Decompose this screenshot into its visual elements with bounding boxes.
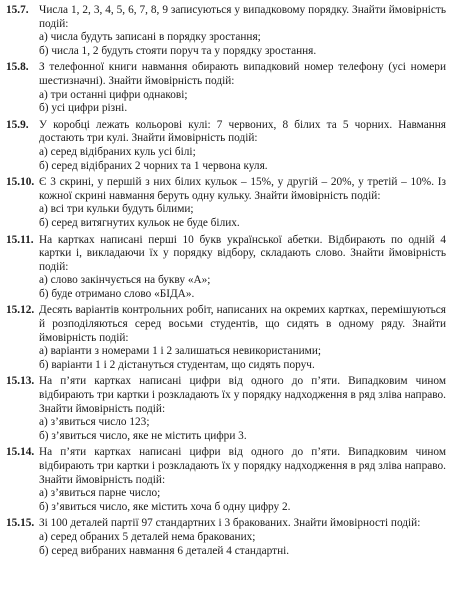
problem-item: б) з’явиться число, яке містить хоча б одну цифру 2. xyxy=(39,500,291,513)
problem-number: 15.9. xyxy=(6,118,29,131)
problem-item: а) слово закінчується на букву «А»; xyxy=(39,274,211,287)
problem-item: а) серед відібраних куль усі білі; xyxy=(39,145,196,158)
problem-statement: Числа 1, 2, 3, 4, 5, 6, 7, 8, 9 записуються у випадковому порядку. Знайти ймовірність подій: xyxy=(39,4,446,30)
problem-body xyxy=(39,517,446,558)
problem-body xyxy=(39,61,446,115)
problem-item: б) серед витягнутих кульок не буде білих. xyxy=(39,216,240,229)
problem-item: а) з’явиться число 123; xyxy=(39,416,150,429)
problem-body xyxy=(39,4,446,58)
problem-15-15 xyxy=(6,517,446,558)
problem-body xyxy=(39,176,446,230)
problem-number: 15.15. xyxy=(6,517,35,530)
problem-15-11 xyxy=(6,234,446,302)
problem-statement: На картках написані перші 10 букв української абетки. Відбирають по одній 4 картки і, викладаючи їх у порядку відбору, складають слово. Знайти ймовірність подій: xyxy=(39,233,446,273)
problem-item: б) буде отримано слово «БІДА». xyxy=(39,287,195,300)
problem-15-13 xyxy=(6,375,446,443)
problem-item: а) варіанти з номерами 1 і 2 залишаться невикористаними; xyxy=(39,345,321,358)
problem-item: б) числа 1, 2 будуть стояти поруч та у порядку зростання. xyxy=(39,44,317,57)
problem-statement: Є 3 скрині, у першій з них білих кульок – 15%, у другій – 20%, у третій – 10%. Із кожної скрині навмання беруть одну кульку. Знайти ймовірність подій: xyxy=(39,176,446,202)
problem-number: 15.10. xyxy=(6,176,35,189)
problem-body xyxy=(39,119,446,173)
problem-item: а) серед обраних 5 деталей нема бракованих; xyxy=(39,530,256,543)
problem-number: 15.14. xyxy=(6,446,35,459)
problem-statement: На п’яти картках написані цифри від одного до п’яти. Випадковим чином відбирають три картки і розкладають їх у порядку надходження в ряд зліва направо. Знайти ймовірність подій: xyxy=(39,446,446,486)
problem-body xyxy=(39,375,446,443)
problem-number: 15.7. xyxy=(6,4,29,16)
problem-number: 15.8. xyxy=(6,61,29,74)
problem-15-14 xyxy=(6,446,446,514)
problem-body xyxy=(39,234,446,302)
problem-list xyxy=(6,4,446,561)
problem-item: а) числа будуть записані в порядку зростання; xyxy=(39,31,261,44)
problem-statement: У коробці лежать кольорові кулі: 7 червоних, 8 білих та 5 чорних. Навмання достають три кулі. Знайти ймовірність подій: xyxy=(39,118,446,145)
problem-body xyxy=(39,304,446,372)
problem-number: 15.11. xyxy=(6,233,34,246)
problem-item: б) серед вибраних навмання 6 деталей 4 стандартні. xyxy=(39,544,290,557)
problem-15-9 xyxy=(6,119,446,173)
problem-15-10 xyxy=(6,176,446,230)
problem-statement: З телефонної книги навмання обирають випадковий номер телефону (усі номери шестизначні). Знайти ймовірність подій: xyxy=(39,61,446,87)
problem-statement: Зі 100 деталей партії 97 стандартних і 3 бракованих. Знайти ймовірності подій: xyxy=(39,517,421,530)
problem-15-7 xyxy=(6,4,446,58)
problem-statement: На п’яти картках написані цифри від одного до п’яти. Випадковим чином відбирають три картки і розкладають їх у порядку надходження в ряд зліва направо. Знайти ймовірність подій: xyxy=(39,375,446,415)
problem-item: а) з’явиться парне число; xyxy=(39,487,161,500)
problem-item: б) усі цифри різні. xyxy=(39,102,128,115)
problem-item: а) всі три кульки будуть білими; xyxy=(39,203,194,216)
problem-15-8 xyxy=(6,61,446,115)
problem-item: а) три останні цифри однакові; xyxy=(39,88,188,101)
problem-body xyxy=(39,446,446,514)
problem-item: б) серед відібраних 2 чорних та 1 червона куля. xyxy=(39,159,268,172)
problem-15-12 xyxy=(6,304,446,372)
problem-number: 15.13. xyxy=(6,375,35,388)
problem-number: 15.12. xyxy=(6,304,35,317)
problem-statement: Десять варіантів контрольних робіт, написаних на окремих картках, перемішуються й розподіляються серед восьми студентів, що сидять в одному ряду. Знайти ймовірність подій: xyxy=(39,304,446,344)
problem-item: б) з’явиться число, яке не містить цифри 3. xyxy=(39,429,247,442)
problem-item: б) варіанти 1 і 2 дістануться студентам, що сидять поруч. xyxy=(39,358,315,371)
